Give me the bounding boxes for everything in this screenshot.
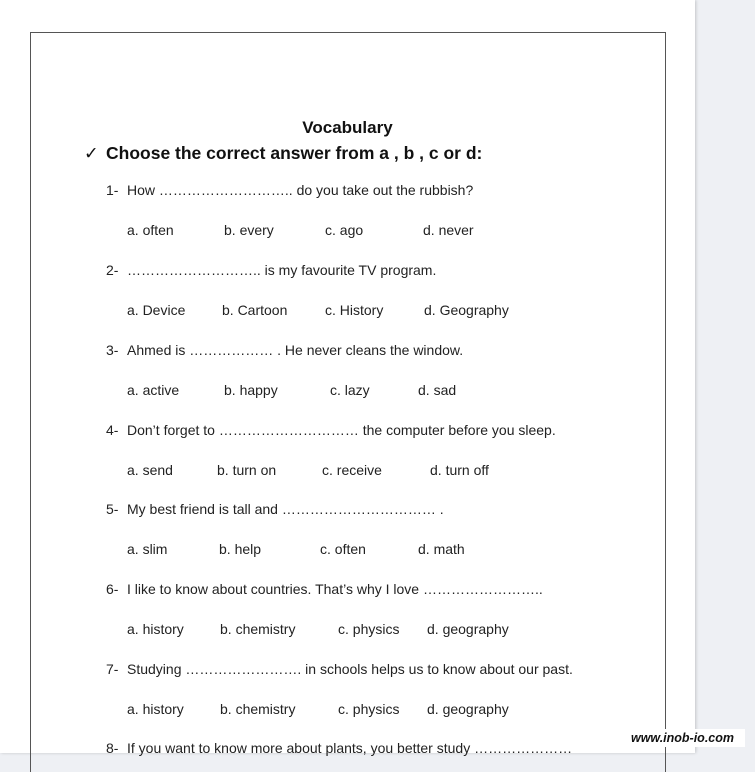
question-text: If you want to know more about plants, you better study ………………… [127, 740, 573, 756]
q5-option-a[interactable]: a. slim [127, 541, 168, 557]
question-text: Don’t forget to ………………………… the computer before you sleep. [127, 422, 556, 438]
q1-option-c[interactable]: c. ago [325, 222, 364, 238]
question-number: 7- [106, 661, 119, 677]
watermark: www.inob-io.com [620, 729, 745, 747]
q1-option-d[interactable]: d. never [423, 222, 474, 238]
question-4 [106, 422, 556, 438]
q7-option-d[interactable]: d. geography [427, 701, 509, 717]
question-number: 4- [106, 422, 119, 438]
q5-option-d[interactable]: d. math [418, 541, 465, 557]
instruction-heading [84, 143, 482, 164]
q7-option-a[interactable]: a. history [127, 701, 184, 717]
instruction-text: Choose the correct answer from a , b , c or d: [106, 143, 483, 163]
question-2 [106, 262, 436, 278]
q6-option-d[interactable]: d. geography [427, 621, 509, 637]
q3-option-a[interactable]: a. active [127, 382, 180, 398]
q2-option-c[interactable]: c. History [325, 302, 384, 318]
question-number: 1- [106, 182, 119, 198]
question-number: 5- [106, 501, 119, 517]
question-8 [106, 740, 572, 756]
question-number: 2- [106, 262, 119, 278]
question-text: I like to know about countries. That’s why I love …………………….. [127, 581, 543, 597]
question-text: My best friend is tall and …………………………… . [127, 501, 444, 517]
page-title: Vocabulary [302, 118, 393, 137]
question-7 [106, 661, 573, 677]
q2-option-b[interactable]: b. Cartoon [222, 302, 288, 318]
q2-option-d[interactable]: d. Geography [424, 302, 509, 318]
q4-option-d[interactable]: d. turn off [430, 462, 489, 478]
question-text: How ……………………….. do you take out the rubbish? [127, 182, 474, 198]
q6-option-c[interactable]: c. physics [338, 621, 400, 637]
question-text: Ahmed is ……………… . He never cleans the window. [127, 342, 464, 358]
question-5 [106, 501, 444, 517]
q5-option-c[interactable]: c. often [320, 541, 366, 557]
q3-option-d[interactable]: d. sad [418, 382, 457, 398]
q1-option-a[interactable]: a. often [127, 222, 174, 238]
question-number: 3- [106, 342, 119, 358]
check-icon: ✓ [84, 143, 99, 163]
question-1 [106, 182, 473, 198]
q6-option-a[interactable]: a. history [127, 621, 184, 637]
question-number: 8- [106, 740, 119, 756]
q4-option-c[interactable]: c. receive [322, 462, 382, 478]
q1-option-b[interactable]: b. every [224, 222, 274, 238]
q7-option-b[interactable]: b. chemistry [220, 701, 296, 717]
q4-option-a[interactable]: a. send [127, 462, 173, 478]
question-number: 6- [106, 581, 119, 597]
q5-option-b[interactable]: b. help [219, 541, 262, 557]
q3-option-b[interactable]: b. happy [224, 382, 278, 398]
q2-option-a[interactable]: a. Device [127, 302, 186, 318]
q6-option-b[interactable]: b. chemistry [220, 621, 296, 637]
question-text: Studying ……………………. in schools helps us to know about our past. [127, 661, 573, 677]
q4-option-b[interactable]: b. turn on [217, 462, 277, 478]
q7-option-c[interactable]: c. physics [338, 701, 400, 717]
question-6 [106, 581, 543, 597]
q3-option-c[interactable]: c. lazy [330, 382, 370, 398]
question-3 [106, 342, 463, 358]
question-text: ……………………….. is my favourite TV program. [127, 262, 437, 278]
